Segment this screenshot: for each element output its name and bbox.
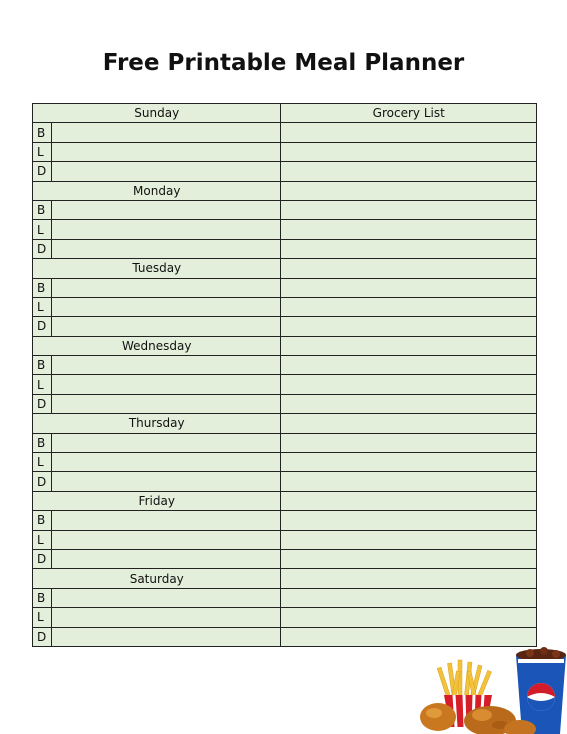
day-header: Sunday bbox=[33, 104, 281, 123]
meal-label: L bbox=[33, 453, 52, 472]
meal-row bbox=[33, 317, 537, 336]
meal-label: B bbox=[33, 200, 52, 219]
meal-label: B bbox=[33, 278, 52, 297]
grocery-item-cell bbox=[281, 491, 537, 510]
grocery-item-cell bbox=[281, 588, 537, 607]
meal-row bbox=[33, 530, 537, 549]
grocery-item-cell bbox=[281, 297, 537, 316]
meal-entry-cell bbox=[52, 530, 281, 549]
meal-row bbox=[33, 549, 537, 568]
day-header: Tuesday bbox=[33, 259, 281, 278]
meal-entry-cell bbox=[52, 627, 281, 646]
grocery-item-cell bbox=[281, 278, 537, 297]
grocery-item-cell bbox=[281, 162, 537, 181]
meal-entry-cell bbox=[52, 200, 281, 219]
grocery-item-cell bbox=[281, 181, 537, 200]
grocery-item-cell bbox=[281, 530, 537, 549]
grocery-item-cell bbox=[281, 317, 537, 336]
meal-entry-cell bbox=[52, 142, 281, 161]
meal-row bbox=[33, 123, 537, 142]
meal-entry-cell bbox=[52, 220, 281, 239]
day-row bbox=[33, 181, 537, 200]
day-row bbox=[33, 414, 537, 433]
meal-label: B bbox=[33, 588, 52, 607]
meal-row bbox=[33, 297, 537, 316]
meal-entry-cell bbox=[52, 375, 281, 394]
grocery-item-cell bbox=[281, 453, 537, 472]
meal-label: D bbox=[33, 549, 52, 568]
day-row bbox=[33, 104, 537, 123]
grocery-item-cell bbox=[281, 472, 537, 491]
meal-entry-cell bbox=[52, 123, 281, 142]
meal-row bbox=[33, 433, 537, 452]
grocery-item-cell bbox=[281, 375, 537, 394]
grocery-item-cell bbox=[281, 123, 537, 142]
meal-planner-table bbox=[32, 103, 537, 647]
meal-row bbox=[33, 239, 537, 258]
meal-label: L bbox=[33, 220, 52, 239]
meal-entry-cell bbox=[52, 549, 281, 568]
grocery-item-cell bbox=[281, 569, 537, 588]
meal-label: B bbox=[33, 433, 52, 452]
meal-row bbox=[33, 200, 537, 219]
meal-entry-cell bbox=[52, 394, 281, 413]
grocery-item-cell bbox=[281, 433, 537, 452]
day-row bbox=[33, 569, 537, 588]
grocery-item-cell bbox=[281, 220, 537, 239]
day-row bbox=[33, 259, 537, 278]
meal-label: D bbox=[33, 317, 52, 336]
day-header: Wednesday bbox=[33, 336, 281, 355]
meal-row bbox=[33, 511, 537, 530]
meal-label: L bbox=[33, 142, 52, 161]
meal-label: B bbox=[33, 511, 52, 530]
meal-entry-cell bbox=[52, 453, 281, 472]
meal-label: L bbox=[33, 375, 52, 394]
grocery-item-cell bbox=[281, 627, 537, 646]
day-row bbox=[33, 336, 537, 355]
grocery-item-cell bbox=[281, 239, 537, 258]
meal-entry-cell bbox=[52, 297, 281, 316]
meal-row bbox=[33, 278, 537, 297]
meal-label: L bbox=[33, 297, 52, 316]
day-header: Friday bbox=[33, 491, 281, 510]
grocery-item-cell bbox=[281, 200, 537, 219]
grocery-item-cell bbox=[281, 608, 537, 627]
meal-entry-cell bbox=[52, 356, 281, 375]
meal-entry-cell bbox=[52, 608, 281, 627]
meal-row bbox=[33, 588, 537, 607]
grocery-item-cell bbox=[281, 511, 537, 530]
meal-row bbox=[33, 472, 537, 491]
grocery-item-cell bbox=[281, 549, 537, 568]
meal-label: D bbox=[33, 394, 52, 413]
grocery-item-cell bbox=[281, 336, 537, 355]
meal-entry-cell bbox=[52, 588, 281, 607]
meal-row bbox=[33, 453, 537, 472]
meal-label: D bbox=[33, 627, 52, 646]
meal-label: L bbox=[33, 530, 52, 549]
meal-label: B bbox=[33, 356, 52, 375]
day-header: Monday bbox=[33, 181, 281, 200]
grocery-item-cell bbox=[281, 414, 537, 433]
grocery-list-header: Grocery List bbox=[281, 104, 537, 123]
day-row bbox=[33, 491, 537, 510]
meal-label: D bbox=[33, 162, 52, 181]
grocery-item-cell bbox=[281, 394, 537, 413]
meal-row bbox=[33, 394, 537, 413]
day-header: Saturday bbox=[33, 569, 281, 588]
meal-row bbox=[33, 220, 537, 239]
meal-entry-cell bbox=[52, 317, 281, 336]
meal-entry-cell bbox=[52, 239, 281, 258]
grocery-item-cell bbox=[281, 356, 537, 375]
meal-row bbox=[33, 356, 537, 375]
meal-entry-cell bbox=[52, 278, 281, 297]
meal-entry-cell bbox=[52, 511, 281, 530]
meal-row bbox=[33, 142, 537, 161]
day-header: Thursday bbox=[33, 414, 281, 433]
grocery-item-cell bbox=[281, 142, 537, 161]
grocery-item-cell bbox=[281, 259, 537, 278]
meal-label: D bbox=[33, 472, 52, 491]
fast-food-image bbox=[420, 645, 567, 734]
meal-entry-cell bbox=[52, 472, 281, 491]
meal-row bbox=[33, 608, 537, 627]
meal-row bbox=[33, 627, 537, 646]
meal-label: L bbox=[33, 608, 52, 627]
meal-entry-cell bbox=[52, 433, 281, 452]
meal-label: B bbox=[33, 123, 52, 142]
meal-entry-cell bbox=[52, 162, 281, 181]
meal-label: D bbox=[33, 239, 52, 258]
meal-row bbox=[33, 162, 537, 181]
meal-row bbox=[33, 375, 537, 394]
page-title: Free Printable Meal Planner bbox=[102, 50, 465, 76]
